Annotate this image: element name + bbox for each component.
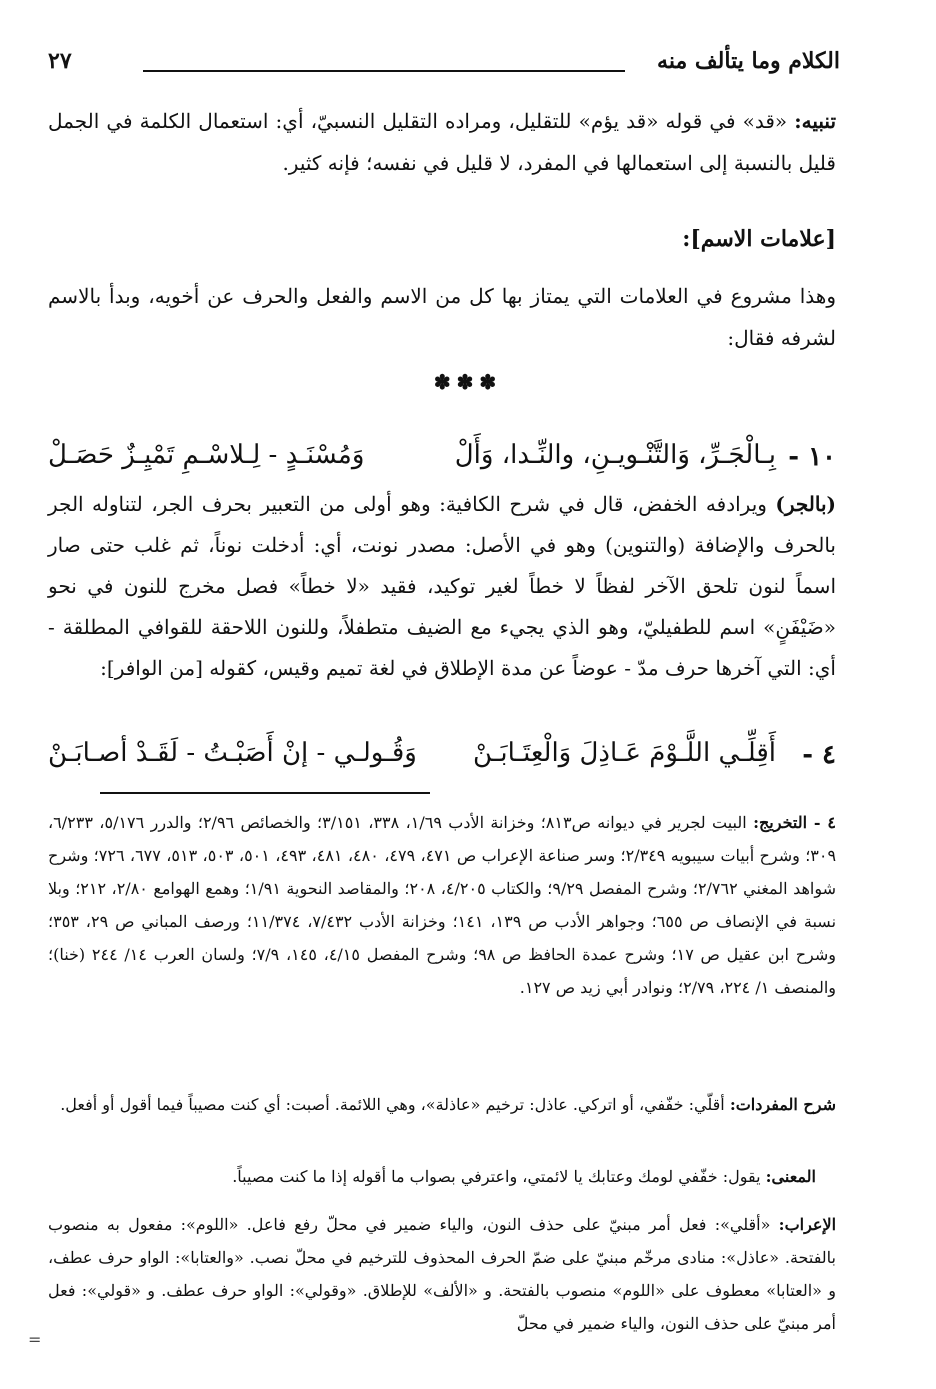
footnote-irab: [48, 1208, 836, 1340]
footnote-vocabulary: [48, 1088, 836, 1121]
note-label: تنبيه:: [794, 109, 837, 133]
quoted-hemistich-second: وَقُـولـي - إنْ أَصَبْـتُ - لَقَـدْ أصـابَـنْ: [48, 738, 417, 768]
verse-number: ١٠ -: [788, 442, 836, 472]
quoted-hemistich-first: أَقِلِّـي اللَّـوْمَ عَـاذِلَ وَالْعِتَـابَـنْ: [472, 738, 776, 768]
takhrij-text: البيت لجرير في ديوانه ص٨١٣؛ وخزانة الأدب ١/٦٩، ٣٣٨، ٣/١٥١؛ والخصائص ٢/٩٦؛ والدرر ٥/١٧٦، ٦/٢٣٣، ٣٠٩؛ وشرح أبيات سيبويه ٢/٣٤٩؛ وسر صناعة الإعراب ص ٤٧١، ٤٧٩، ٤٨٠، ٤٨١، ٤٩٣، ٥٠١، ٥٠٣، ٥١٣، ٦٧٧، ٧٢٦؛ وشرح شواهد المغني ٢/٧٦٢؛ وشرح المفصل ٩/٢٩؛ والكتاب ٤/٢٠٥، ٢٠٨؛ والمقاصد النحوية ١/٩١؛ وهمع الهوامع ٢/٨٠، ٢١٢؛ وبلا نسبة في الإنصاف ص ٦٥٥؛ وجواهر الأدب ص ١٣٩، ١٤١؛ وخزانة الأدب ٧/٤٣٢، ١١/٣٧٤؛ ورصف المباني ص ٢٩، ٣٥٣؛ وشرح ابن عقيل ص ١٧؛ وشرح عمدة الحافظ ص ٩٨؛ وشرح المفصل ٤/١٥، ١٤٥، ٧/٩؛ ولسان العرب ١٤/ ٢٤٤ (خنا)؛ والمنصف ١/ ٢٢٤، ٢/٧٩؛ ونوادر أبي زيد ص ١٢٧.: [48, 813, 837, 997]
quoted-verse-number: ٤ -: [802, 740, 836, 770]
verse-hemistich-first: بِـالْجَـرِّ، وَالتَّنْـويـنِ، والنِّـدا، وَأَلْ: [454, 440, 776, 470]
footnote-rule: [100, 792, 430, 794]
page-number: ٢٧: [48, 48, 72, 74]
note-text: «قد» في قوله «قد يؤم» للتقليل، ومراده التقليل النسبيّ، أي: استعمال الكلمة في الجمل قليل بالنسبة إلى استعمالها في المفرد، لا قليل في نفسه؛ فإنه كثير.: [48, 109, 836, 175]
commentary-lead: (بالجر): [775, 492, 836, 516]
meaning-label: المعنى:: [765, 1167, 816, 1186]
vocabulary-text: أقلّي: خفّفي، أو اتركي. عاذل: ترخيم «عاذلة»، وهي اللائمة. أصبت: أي كنت مصيباً فيما أقول أو أفعل.: [60, 1095, 725, 1114]
footnote-takhrij: [48, 806, 836, 1004]
vocabulary-label: شرح المفردات:: [729, 1095, 836, 1114]
main-verse: [48, 436, 836, 484]
intro-paragraph: وهذا مشروع في العلامات التي يمتاز بها كل من الاسم والفعل والحرف عن أخويه، وبدأ بالاسم لشرفه فقال:: [48, 284, 836, 350]
chapter-title: الكلام وما يتألف منه: [657, 48, 840, 74]
section-heading: [علامات الاسم]:: [682, 226, 836, 252]
commentary-text: ويرادفه الخفض، قال في شرح الكافية: وهو أولى من التعبير بحرف الجر، لتناوله الجر بالحرف والإضافة (والتنوين) وهو في الأصل: مصدر نونت، أي: أدخلت نوناً، ثم غلب حتى صار اسماً لنون تلحق الآخر لفظاً لا خطاً لغير توكيد، فقيد «لا خطاً» فصل مخرج للنون في نحو «ضَيْفَنٍ» اسم للطفيليّ، وهو الذي يجيء مع الضيف متطفلاً، وللنون اللاحقة للقوافي المطلقة - أي: التي آخرها حرف مدّ - عوضاً عن مدة الإطلاق في لغة تميم وقيس، كقوله [من الوافر]:: [48, 492, 836, 680]
meaning-text: يقول: خفّفي لومك وعتابك يا لائمتي، واعترفي بصواب ما أقوله إذا ما كنت مصيباً.: [232, 1167, 761, 1186]
irab-text: «أقلي»: فعل أمر مبنيّ على حذف النون، والياء ضمير في محلّ رفع فاعل. «اللوم»: مفعول به منصوب بالفتحة. «عاذل»: منادى مرخّم مبنيّ على ضمّ الحرف المحذوف للترخيم في محلّ نصب. «والعتابا»: الواو حرف عطف، و «العتابا» معطوف على «اللوم» منصوب بالفتحة. و «الألف» للإطلاق. «وقولي»: الواو حرف عطف. و «قولي»: فعل أمر مبنيّ على حذف النون، والياء ضمير في محلّ: [48, 1215, 836, 1333]
quoted-verse: [48, 734, 836, 782]
running-header: [48, 44, 840, 84]
verse-hemistich-second: وَمُسْنَـدٍ - لِـلاسْـمِ تَمْيِـزٌ حَصَـلْ: [48, 440, 365, 470]
irab-label: الإعراب:: [778, 1215, 837, 1234]
margin-mark: =: [28, 1330, 42, 1349]
separator-stars: ✽✽✽: [433, 370, 503, 394]
takhrij-label: ٤ - التخريج:: [753, 813, 836, 832]
note-paragraph: [48, 100, 836, 184]
header-rule: [143, 70, 625, 72]
footnote-meaning: [48, 1160, 816, 1193]
commentary-paragraph: [48, 484, 836, 689]
